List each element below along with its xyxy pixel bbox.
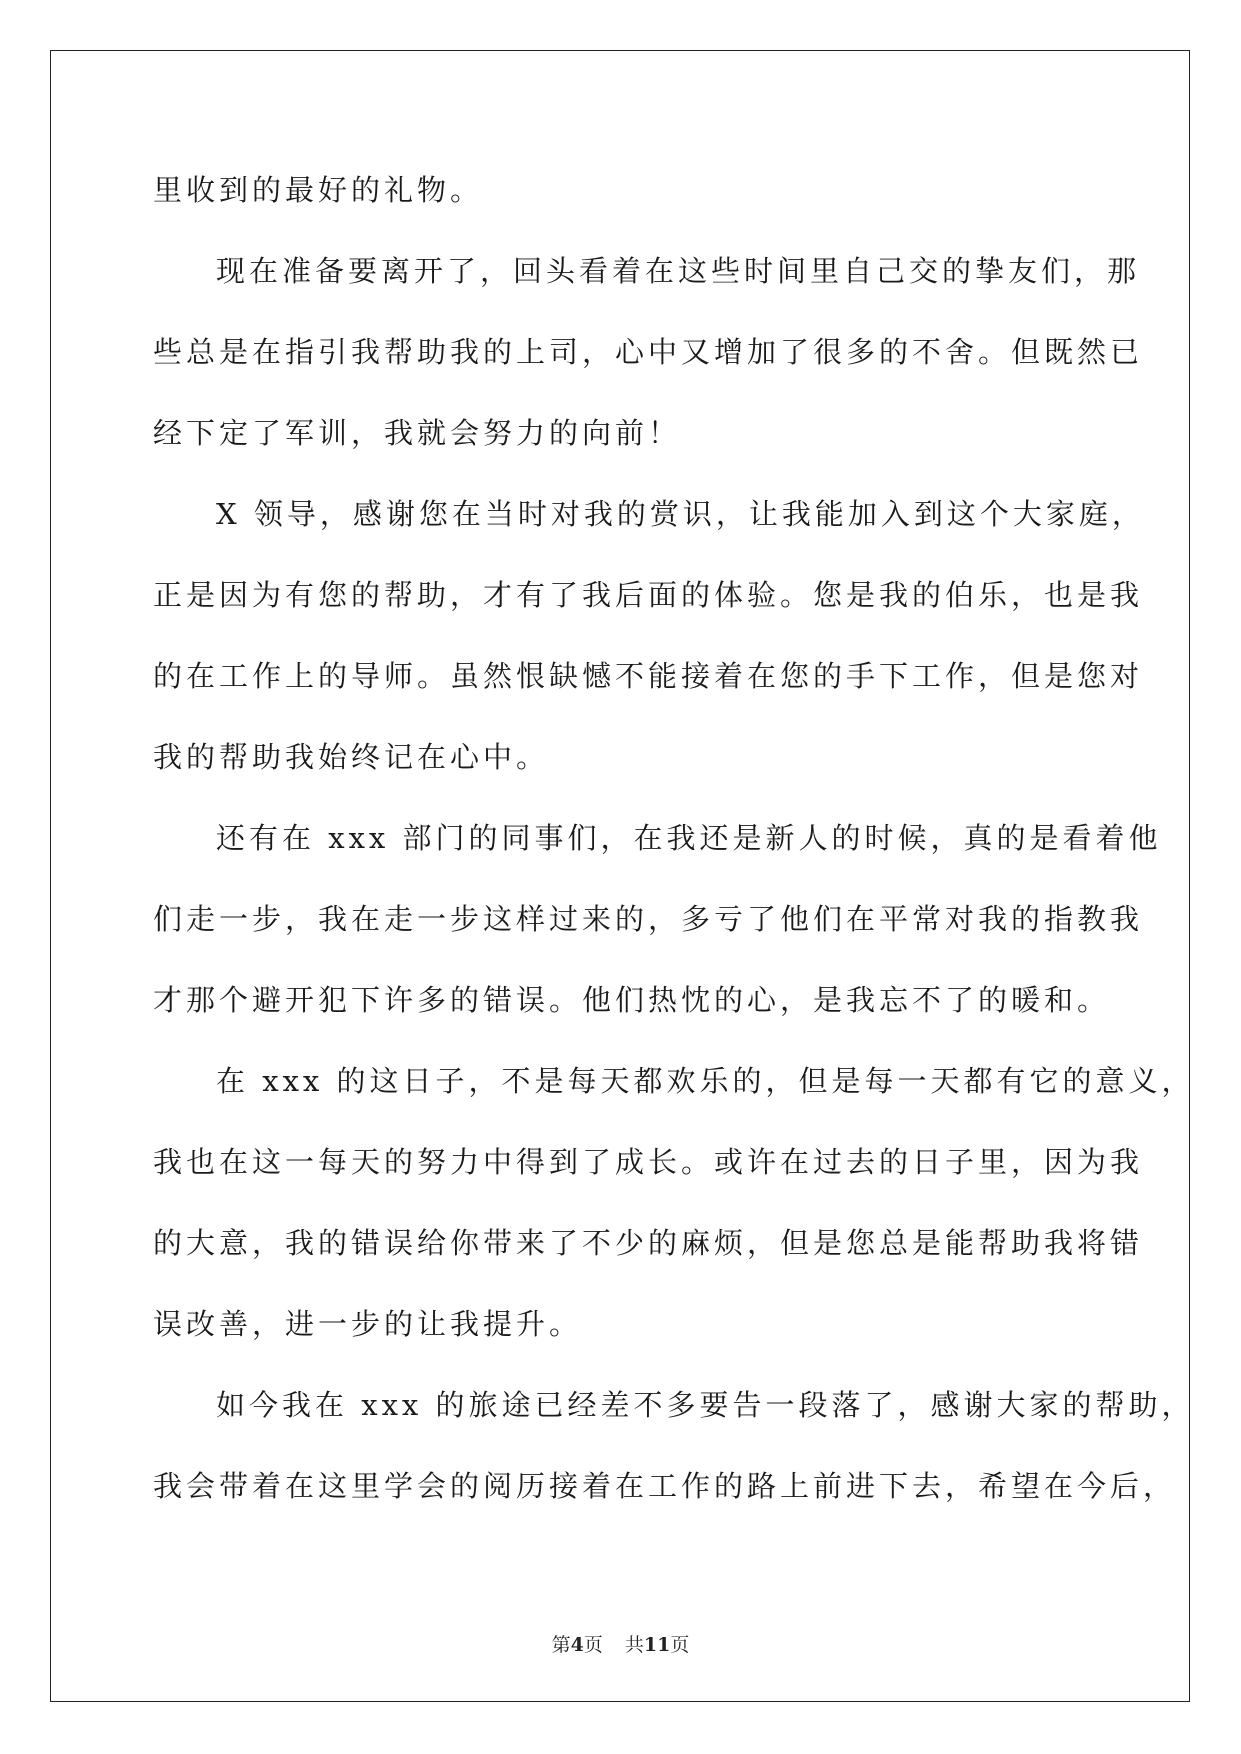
page-footer [0, 1630, 1241, 1657]
text-line-13: 我也在这一每天的努力中得到了成长。或许在过去的日子里，因为我 [153, 1145, 1144, 1179]
text-line-8: 我的帮助我始终记在心中。 [153, 740, 550, 774]
text-line-17: 我会带着在这里学会的阅历接着在工作的路上前进下去，希望在今后， [153, 1469, 1177, 1503]
text-line-11: 才那个避开犯下许多的错误。他们热忱的心，是我忘不了的暖和。 [153, 983, 1111, 1017]
text-line-9: 还有在 xxx 部门的同事们，在我还是新人的时候，真的是看着他 [216, 821, 1162, 855]
page-number-prefix: 第 [551, 1634, 571, 1656]
total-pages: 11 [643, 1634, 671, 1656]
text-line-6: 正是因为有您的帮助，才有了我后面的体验。您是我的伯乐，也是我 [153, 578, 1144, 612]
text-line-15: 误改善，进一步的让我提升。 [153, 1307, 583, 1341]
page-number-suffix: 页 [583, 1634, 603, 1656]
text-line-4: 经下定了军训，我就会努力的向前！ [153, 416, 682, 450]
text-line-10: 们走一步，我在走一步这样过来的，多亏了他们在平常对我的指教我 [153, 902, 1144, 936]
text-line-2: 现在准备要离开了，回头看着在这些时间里自己交的挚友们，那 [216, 254, 1141, 288]
total-pages-prefix: 共 [624, 1634, 644, 1656]
total-pages-suffix: 页 [670, 1634, 690, 1656]
text-line-5: X 领导，感谢您在当时对我的赏识，让我能加入到这个大家庭， [216, 497, 1145, 531]
page-number: 4 [570, 1634, 584, 1656]
text-line-12: 在 xxx 的这日子，不是每天都欢乐的，但是每一天都有它的意义， [216, 1064, 1195, 1098]
document-body [153, 150, 1195, 1527]
text-line-7: 的在工作上的导师。虽然恨缺憾不能接着在您的手下工作，但是您对 [153, 659, 1144, 693]
text-line-1: 里收到的最好的礼物。 [153, 173, 484, 207]
text-line-14: 的大意，我的错误给你带来了不少的麻烦，但是您总是能帮助我将错 [153, 1226, 1144, 1260]
text-line-3: 些总是在指引我帮助我的上司，心中又增加了很多的不舍。但既然已 [153, 335, 1144, 369]
text-line-16: 如今我在 xxx 的旅途已经差不多要告一段落了，感谢大家的帮助， [216, 1388, 1195, 1422]
